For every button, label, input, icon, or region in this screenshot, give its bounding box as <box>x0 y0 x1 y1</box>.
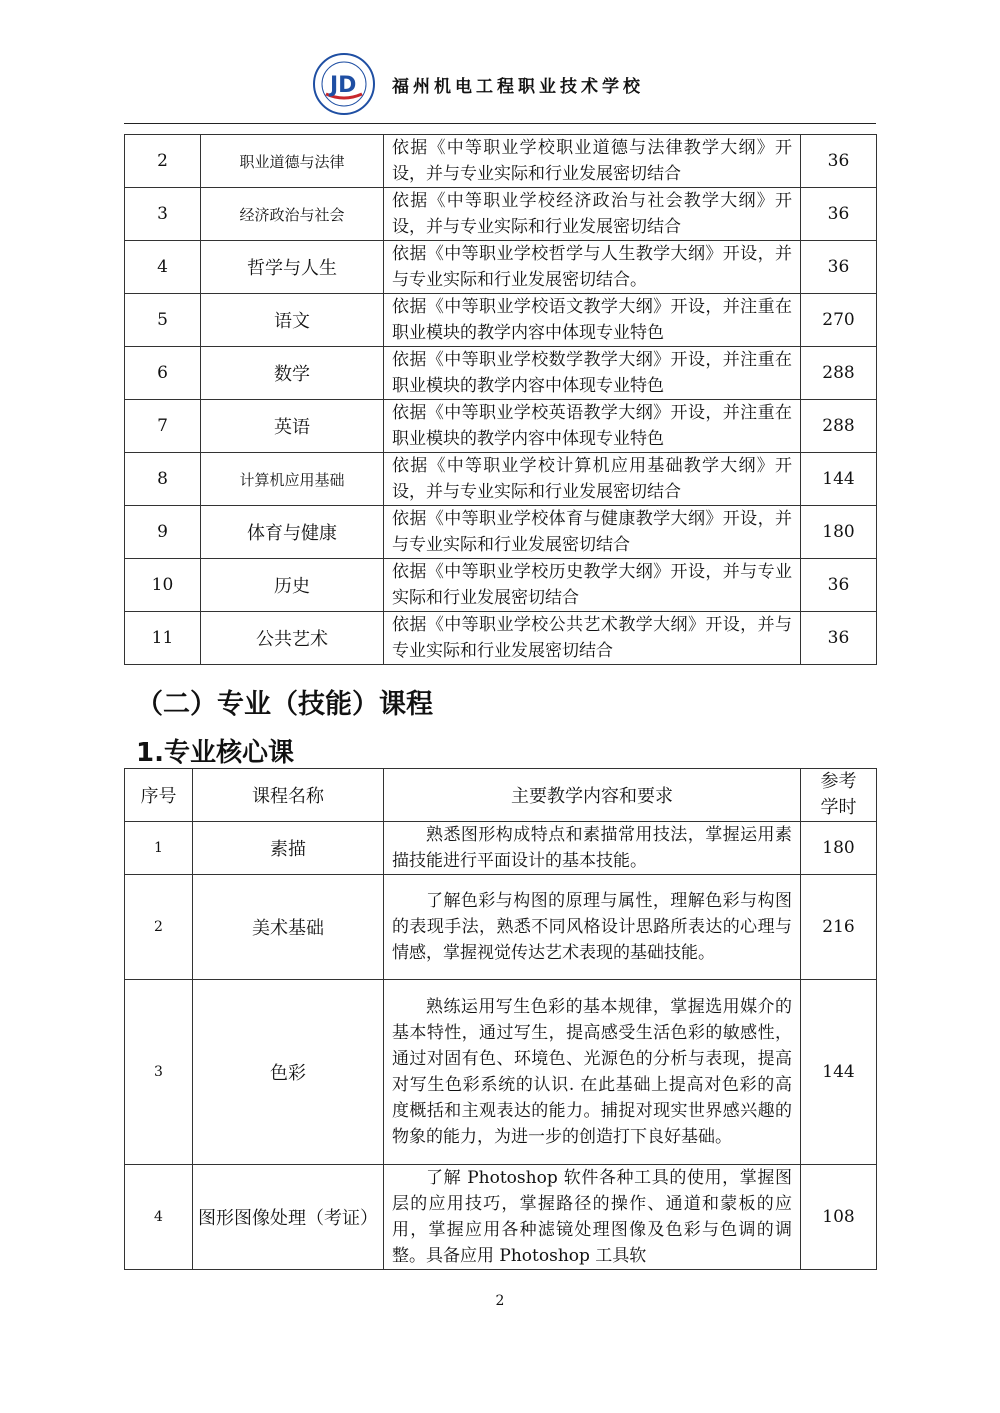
table-row <box>125 400 877 453</box>
course-hours: 216 <box>801 875 877 980</box>
school-name: 福州机电工程职业技术学校 <box>392 77 644 97</box>
course-hours: 36 <box>801 559 877 612</box>
row-number: 2 <box>125 135 201 188</box>
row-number: 7 <box>125 400 201 453</box>
course-description: 依据《中等职业学校公共艺术教学大纲》开设，并与专业实际和行业发展密切结合 <box>384 612 801 665</box>
row-number: 10 <box>125 559 201 612</box>
course-name: 英语 <box>201 400 384 453</box>
course-hours: 288 <box>801 400 877 453</box>
course-description: 依据《中等职业学校语文教学大纲》开设，并注重在职业模块的教学内容中体现专业特色 <box>384 294 801 347</box>
row-number: 2 <box>125 875 193 980</box>
row-number: 1 <box>125 822 193 875</box>
public-course-table <box>124 134 877 665</box>
table-row <box>125 347 877 400</box>
table-row <box>125 1165 877 1270</box>
course-hours: 36 <box>801 135 877 188</box>
course-description: 依据《中等职业学校体育与健康教学大纲》开设，并与专业实际和行业发展密切结合 <box>384 506 801 559</box>
table-row <box>125 241 877 294</box>
course-description: 了解色彩与构图的原理与属性，理解色彩与构图的表现手法，熟悉不同风格设计思路所表达的心理与情感，掌握视觉传达艺术表现的基础技能。 <box>384 875 801 980</box>
school-emblem-icon <box>312 52 376 116</box>
course-hours: 36 <box>801 612 877 665</box>
row-number: 9 <box>125 506 201 559</box>
course-description: 依据《中等职业学校职业道德与法律教学大纲》开设，并与专业实际和行业发展密切结合 <box>384 135 801 188</box>
course-description: 依据《中等职业学校历史教学大纲》开设，并与专业实际和行业发展密切结合 <box>384 559 801 612</box>
course-name: 历史 <box>201 559 384 612</box>
course-name: 素描 <box>193 822 384 875</box>
row-number: 4 <box>125 1165 193 1270</box>
row-number: 3 <box>125 980 193 1165</box>
course-name: 公共艺术 <box>201 612 384 665</box>
table-row <box>125 875 877 980</box>
course-hours: 144 <box>801 980 877 1165</box>
course-name: 色彩 <box>193 980 384 1165</box>
course-hours: 36 <box>801 188 877 241</box>
row-number: 6 <box>125 347 201 400</box>
svg-text:JD: JD <box>330 73 357 98</box>
course-hours: 288 <box>801 347 877 400</box>
course-hours: 36 <box>801 241 877 294</box>
row-number: 4 <box>125 241 201 294</box>
course-name: 计算机应用基础 <box>201 453 384 506</box>
table-row <box>125 294 877 347</box>
header-rule <box>124 123 876 124</box>
header-desc: 主要教学内容和要求 <box>384 769 801 822</box>
course-description: 熟悉图形构成特点和素描常用技法，掌握运用素描技能进行平面设计的基本技能。 <box>384 822 801 875</box>
course-name: 职业道德与法律 <box>201 135 384 188</box>
table-row <box>125 188 877 241</box>
course-description: 依据《中等职业学校英语教学大纲》开设，并注重在职业模块的教学内容中体现专业特色 <box>384 400 801 453</box>
course-name: 经济政治与社会 <box>201 188 384 241</box>
course-name: 美术基础 <box>193 875 384 980</box>
course-hours: 144 <box>801 453 877 506</box>
header-hours-line2: 学时 <box>820 797 857 818</box>
page-header <box>0 40 1000 120</box>
row-number: 3 <box>125 188 201 241</box>
course-hours: 108 <box>801 1165 877 1270</box>
course-description: 依据《中等职业学校计算机应用基础教学大纲》开设，并与专业实际和行业发展密切结合 <box>384 453 801 506</box>
course-name: 数学 <box>201 347 384 400</box>
table-row <box>125 612 877 665</box>
header-no: 序号 <box>125 769 193 822</box>
table-row <box>125 980 877 1165</box>
table-row <box>125 559 877 612</box>
subsection-heading: 1.专业核心课 <box>136 738 294 768</box>
row-number: 5 <box>125 294 201 347</box>
table-row <box>125 135 877 188</box>
course-hours: 180 <box>801 822 877 875</box>
table-row <box>125 453 877 506</box>
header-hours-line1: 参考 <box>820 771 857 792</box>
row-number: 11 <box>125 612 201 665</box>
table-row <box>125 822 877 875</box>
course-description: 依据《中等职业学校数学教学大纲》开设，并注重在职业模块的教学内容中体现专业特色 <box>384 347 801 400</box>
course-hours: 270 <box>801 294 877 347</box>
course-description: 熟练运用写生色彩的基本规律，掌握选用媒介的基本特性，通过写生，提高感受生活色彩的敏感性，通过对固有色、环境色、光源色的分析与表现，提高对写生色彩系统的认识. 在此基础上提高对色彩的高度概括和主观表达的能力。捕捉对现实世界感兴趣的物象的能力，为进一步的创造打下良好基础。 <box>384 980 801 1165</box>
section-heading: （二）专业（技能）课程 <box>136 689 433 720</box>
row-number: 8 <box>125 453 201 506</box>
table-row <box>125 506 877 559</box>
table-header-row <box>125 769 877 822</box>
core-course-table <box>124 768 877 1270</box>
course-hours: 180 <box>801 506 877 559</box>
header-hours <box>801 769 877 822</box>
course-description: 了解 Photoshop 软件各种工具的使用，掌握图层的应用技巧，掌握路径的操作、通道和蒙板的应用，掌握应用各种滤镜处理图像及色彩与色调的调整。具备应用 Photoshop 工具软 <box>384 1165 801 1270</box>
header-name: 课程名称 <box>193 769 384 822</box>
course-name: 图形图像处理（考证） <box>193 1165 384 1270</box>
course-description: 依据《中等职业学校经济政治与社会教学大纲》开设，并与专业实际和行业发展密切结合 <box>384 188 801 241</box>
page-number: 2 <box>495 1293 505 1309</box>
course-name: 体育与健康 <box>201 506 384 559</box>
course-name: 语文 <box>201 294 384 347</box>
course-description: 依据《中等职业学校哲学与人生教学大纲》开设，并与专业实际和行业发展密切结合。 <box>384 241 801 294</box>
course-name: 哲学与人生 <box>201 241 384 294</box>
